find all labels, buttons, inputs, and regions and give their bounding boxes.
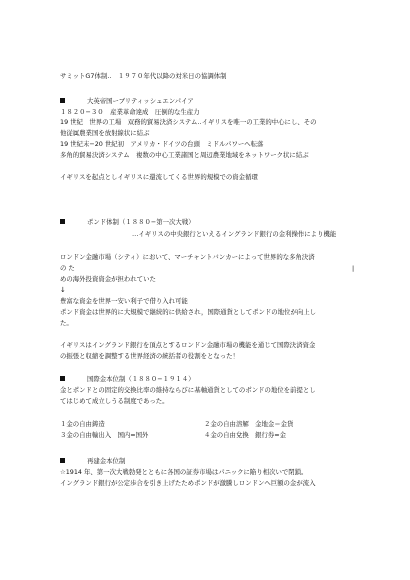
gold-rule-1: １金の自由鋳造	[60, 420, 105, 428]
text-line: 19 世紀末−20 世紀初 アメリカ・ドイツの台頭 ミドルパワーへ転落	[60, 140, 264, 148]
text-cursor-mark: |	[352, 264, 355, 272]
text-line: 金とポンドとの固定的交換比率の維持ならびに基軸通貨としてのポンドの地位を前提とし	[60, 386, 316, 394]
text-line: 他従属農業国を放射線状に結ぶ	[60, 129, 150, 137]
gold-rule-3: ３金の自由輸出入 国内=国外	[60, 431, 149, 439]
text-line: ロンドン金融市場（シティ）において、マーチャントバンカーによって世界的な多角決済	[60, 253, 315, 261]
square-bullet-icon	[60, 376, 65, 381]
gold-rule-2: ２金の自由溶解 金地金＝金貨	[204, 420, 294, 428]
gold-rule-4: ４金の自由兌換 銀行券=金	[204, 431, 287, 439]
square-bullet-icon	[60, 98, 65, 103]
text-line: イギリスを起点としイギリスに還流してくる世界的規模での資金循環	[60, 173, 258, 181]
text-line: …イギリスの中央銀行といえるイングランド銀行の金利操作により機能	[132, 230, 337, 238]
section-heading-rebuilt-gold-standard: 再建金本位制	[60, 457, 125, 465]
square-bullet-icon	[60, 458, 65, 463]
text-line: 豊富な資金を世界一安い利子で借り入れ可能	[60, 297, 188, 305]
text-line: た。	[60, 319, 73, 327]
section-heading-pound-system: ポンド体制（１８８０−第一次大戦）	[60, 218, 195, 226]
text-line: めの海外投資資金が担われていた	[60, 275, 156, 283]
text-line: の た	[60, 264, 75, 272]
section-heading-gold-standard: 国際金本位制（１８８０−１９１４）	[60, 375, 195, 383]
text-line: 19 世紀 世界の工場 双務的貿易決済システム‥イギリスを唯一の工業的中心にし、その	[60, 118, 317, 126]
document-title: サミットG7体制‥ １９７０年代以降の対米日の協調体制	[60, 72, 227, 80]
text-line: イングランド銀行が公定歩合を引き上げたためポンドが激騰しロンドンへ巨額の金が流入	[60, 479, 316, 487]
text-line: １８２０−３０ 産業革命達成 圧倒的な生産力	[60, 108, 200, 116]
square-bullet-icon	[60, 219, 65, 224]
text-line: イギリスはイングランド銀行を頂点とするロンドン金融市場の機能を通じて国際決済資金	[60, 341, 316, 349]
text-line: の振張と収縮を調整する世界経済の統括者の役割をとなった！	[60, 352, 239, 360]
section-heading-british-empire: 大英帝国ーブリティッシュエンパイア	[60, 97, 194, 105]
down-arrow-icon: ↓	[60, 286, 66, 294]
text-line: てはじめて成立しうる制度であった。	[60, 397, 169, 405]
text-line: 多角的貿易決済システム 複数の中心工業諸国と周辺農業地域をネットワーク状に結ぶ	[60, 151, 309, 159]
text-line: ☆1914 年、第一次大戦勃発とともに各国の証券市場はパニックに陥り相次いで閉鎖。	[60, 468, 308, 476]
text-line: ポンド資金は世界的に大規模で継続的に供給され，国際通貨としてポンドの地位が向上し	[60, 308, 317, 316]
